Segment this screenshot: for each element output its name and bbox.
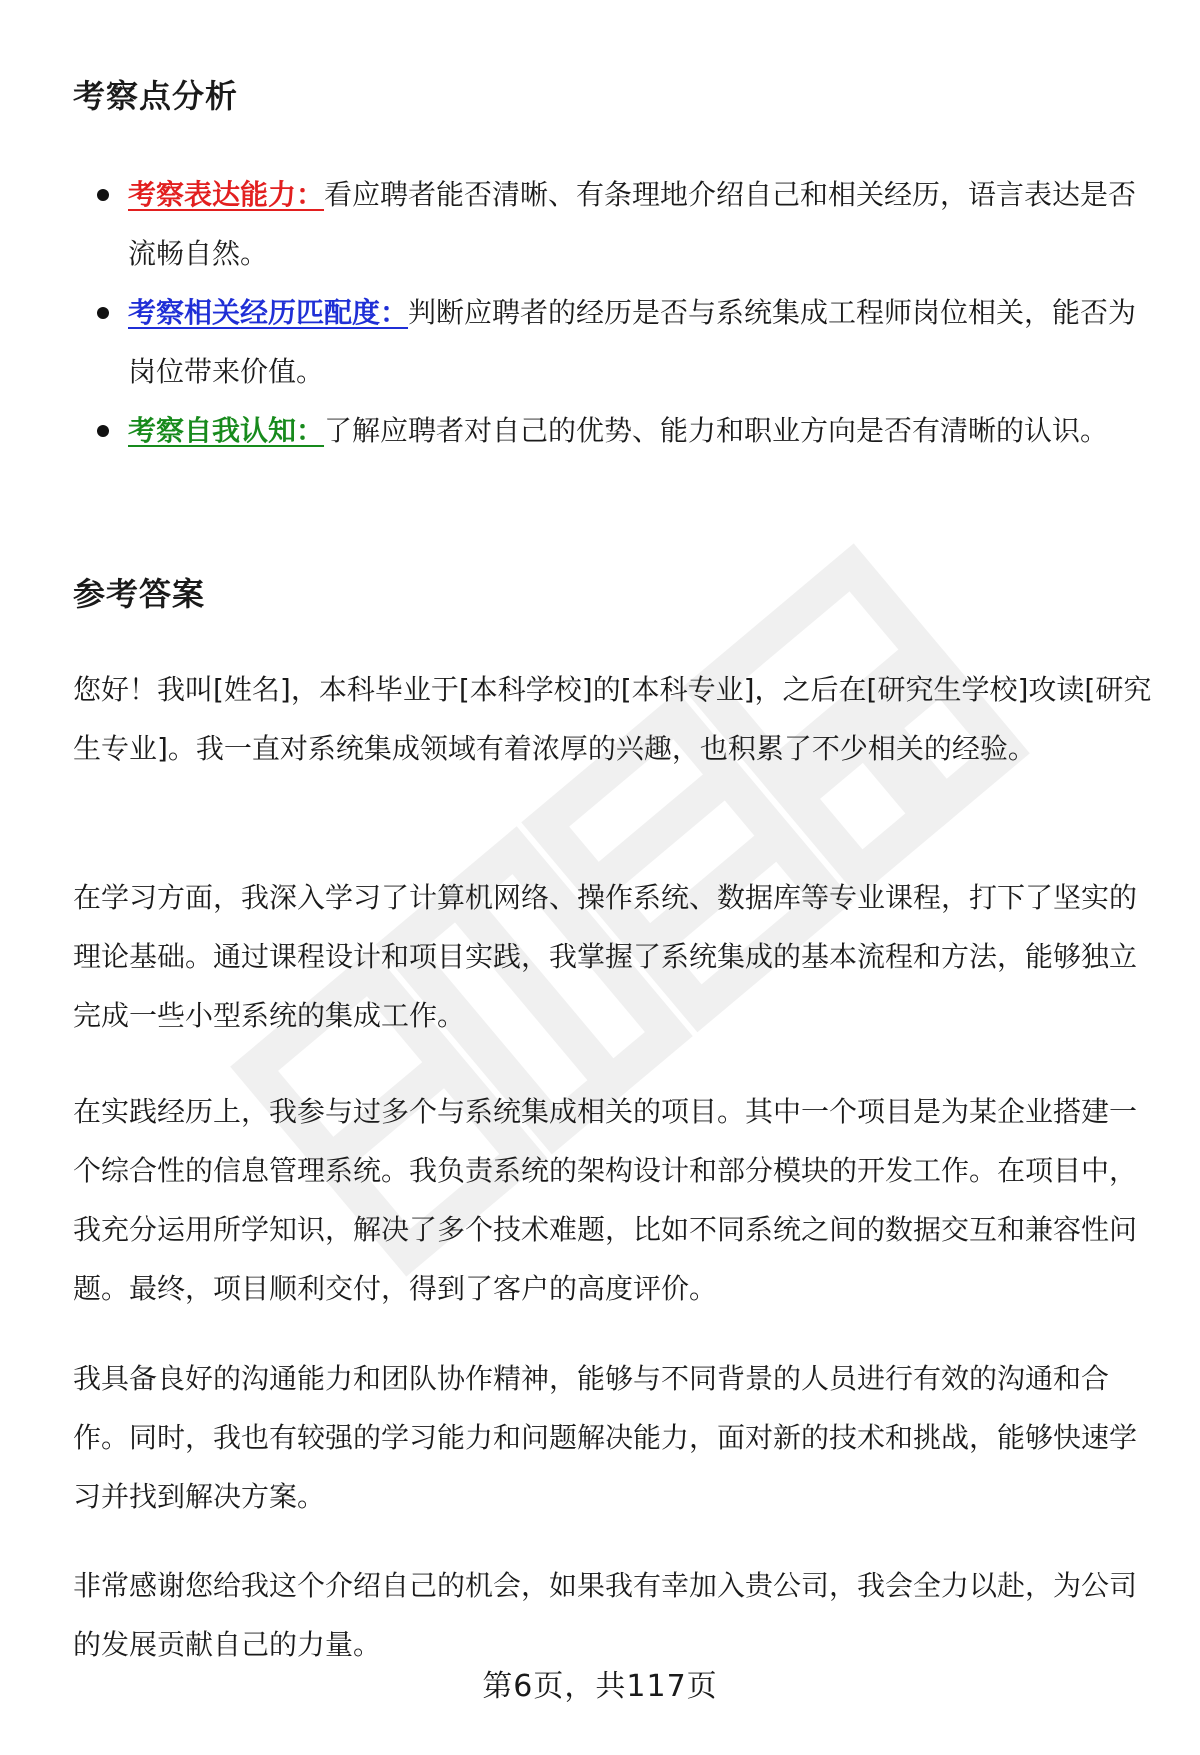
point-tag: 考察表达能力： — [128, 178, 325, 211]
bullet-icon — [97, 189, 109, 201]
analysis-points-list — [0, 165, 1200, 519]
point-tag: 考察相关经历匹配度： — [128, 296, 409, 329]
bullet-icon — [97, 425, 109, 437]
list-item — [0, 165, 1138, 283]
point-text: 看应聘者能否清晰、有条理地介绍自己和相关经历，语言表达是否流畅自然。 — [128, 178, 1137, 270]
page-number: 第6页，共117页 — [482, 1669, 718, 1704]
answer-paragraph: 非常感谢您给我这个介绍自己的机会，如果我有幸加入贵公司，我会全力以赴，为公司的发展贡献自己的力量。 — [73, 1569, 1138, 1661]
answer-paragraph: 在实践经历上，我参与过多个与系统集成相关的项目。其中一个项目是为某企业搭建一个综合性的信息管理系统。我负责系统的架构设计和部分模块的开发工作。在项目中，我充分运用所学知识，解决了多个技术难题，比如不同系统之间的数据交互和兼容性问题。最终，项目顺利交付，得到了客户的高度评价。 — [73, 1095, 1138, 1305]
bullet-icon — [97, 307, 109, 319]
point-tag: 考察自我认知： — [128, 414, 325, 447]
point-text: 判断应聘者的经历是否与系统集成工程师岗位相关，能否为岗位带来价值。 — [128, 296, 1137, 388]
answer-paragraph: 我具备良好的沟通能力和团队协作精神，能够与不同背景的人员进行有效的沟通和合作。同时，我也有较强的学习能力和问题解决能力，面对新的技术和挑战，能够快速学习并找到解决方案。 — [73, 1362, 1138, 1513]
analysis-heading: 考察点分析 — [73, 77, 239, 115]
list-item — [0, 401, 1138, 519]
answer-paragraph: 您好！我叫[姓名]，本科毕业于[本科学校]的[本科专业]，之后在[研究生学校]攻读[研究生专业]。我一直对系统集成领域有着浓厚的兴趣，也积累了不少相关的经验。 — [73, 673, 1152, 765]
answer-paragraph: 在学习方面，我深入学习了计算机网络、操作系统、数据库等专业课程，打下了坚实的理论基础。通过课程设计和项目实践，我掌握了系统集成的基本流程和方法，能够独立完成一些小型系统的集成工作。 — [73, 881, 1138, 1032]
point-text: 了解应聘者对自己的优势、能力和职业方向是否有清晰的认识。 — [324, 414, 1109, 447]
list-item — [0, 283, 1138, 401]
answer-heading: 参考答案 — [73, 575, 206, 613]
